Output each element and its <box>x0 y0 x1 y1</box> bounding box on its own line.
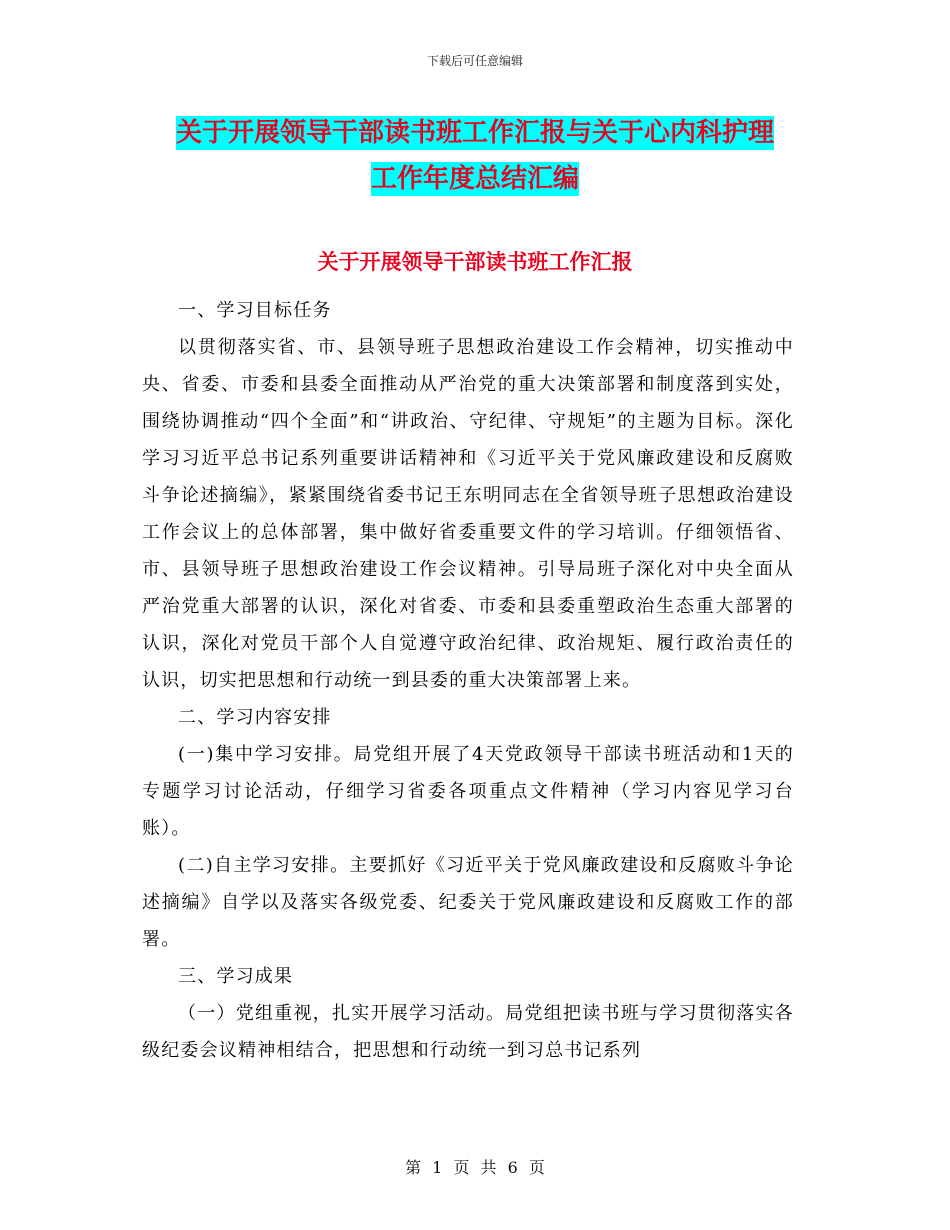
heading-content-arrangement: 二、学习内容安排 <box>178 707 332 728</box>
paragraph-self-study: (二)自主学习安排。主要抓好《习近平关于党风廉政建设和反腐败斗争论述摘编》自学以及落实各级党委、纪委关于党风廉政建设和反腐败工作的部署。 <box>142 855 794 950</box>
heading-results: 三、学习成果 <box>178 966 294 987</box>
document-title <box>140 110 810 202</box>
section-title: 关于开展领导干部读书班工作汇报 <box>317 250 633 274</box>
document-title-line1: 关于开展领导干部读书班工作汇报与关于心内科护理 <box>175 118 774 148</box>
document-title-line2: 工作年度总结汇编 <box>370 164 579 194</box>
paragraph-centralized-study: (一)集中学习安排。局党组开展了4天党政领导干部读书班活动和1天的专题学习讨论活动，仔细学习省委各项重点文件精神（学习内容见学习台账）。 <box>142 744 794 839</box>
heading-learning-goals: 一、学习目标任务 <box>178 300 332 321</box>
header-note: 下载后可任意编辑 <box>426 54 523 68</box>
page-footer: 第 1 页 共 6 页 <box>405 1158 545 1177</box>
document-body <box>142 292 794 1069</box>
paragraph-results: （一）党组重视，扎实开展学习活动。局党组把读书班与学习贯彻落实各级纪委会议精神相结合，把思想和行动统一到习总书记系列 <box>142 1003 794 1061</box>
paragraph-goals: 以贯彻落实省、市、县领导班子思想政治建设工作会精神，切实推动中央、省委、市委和县委全面推动从严治党的重大决策部署和制度落到实处，围绕协调推动“四个全面”和“讲政治、守纪律、守规矩”的主题为目标。深化学习习近平总书记系列重要讲话精神和《习近平关于党风廉政建设和反腐败斗争论述摘编》，紧紧围绕省委书记王东明同志在全省领导班子思想政治建设工作会议上的总体部署，集中做好省委重要文件的学习培训。仔细领悟省、市、县领导班子思想政治建设工作会议精神。引导局班子深化对中央全面从严治党重大部署的认识，深化对省委、市委和县委重塑政治生态重大部署的认识，深化对党员干部个人自觉遵守政治纪律、政治规矩、履行政治责任的认识，切实把思想和行动统一到县委的重大决策部署上来。 <box>142 337 794 691</box>
